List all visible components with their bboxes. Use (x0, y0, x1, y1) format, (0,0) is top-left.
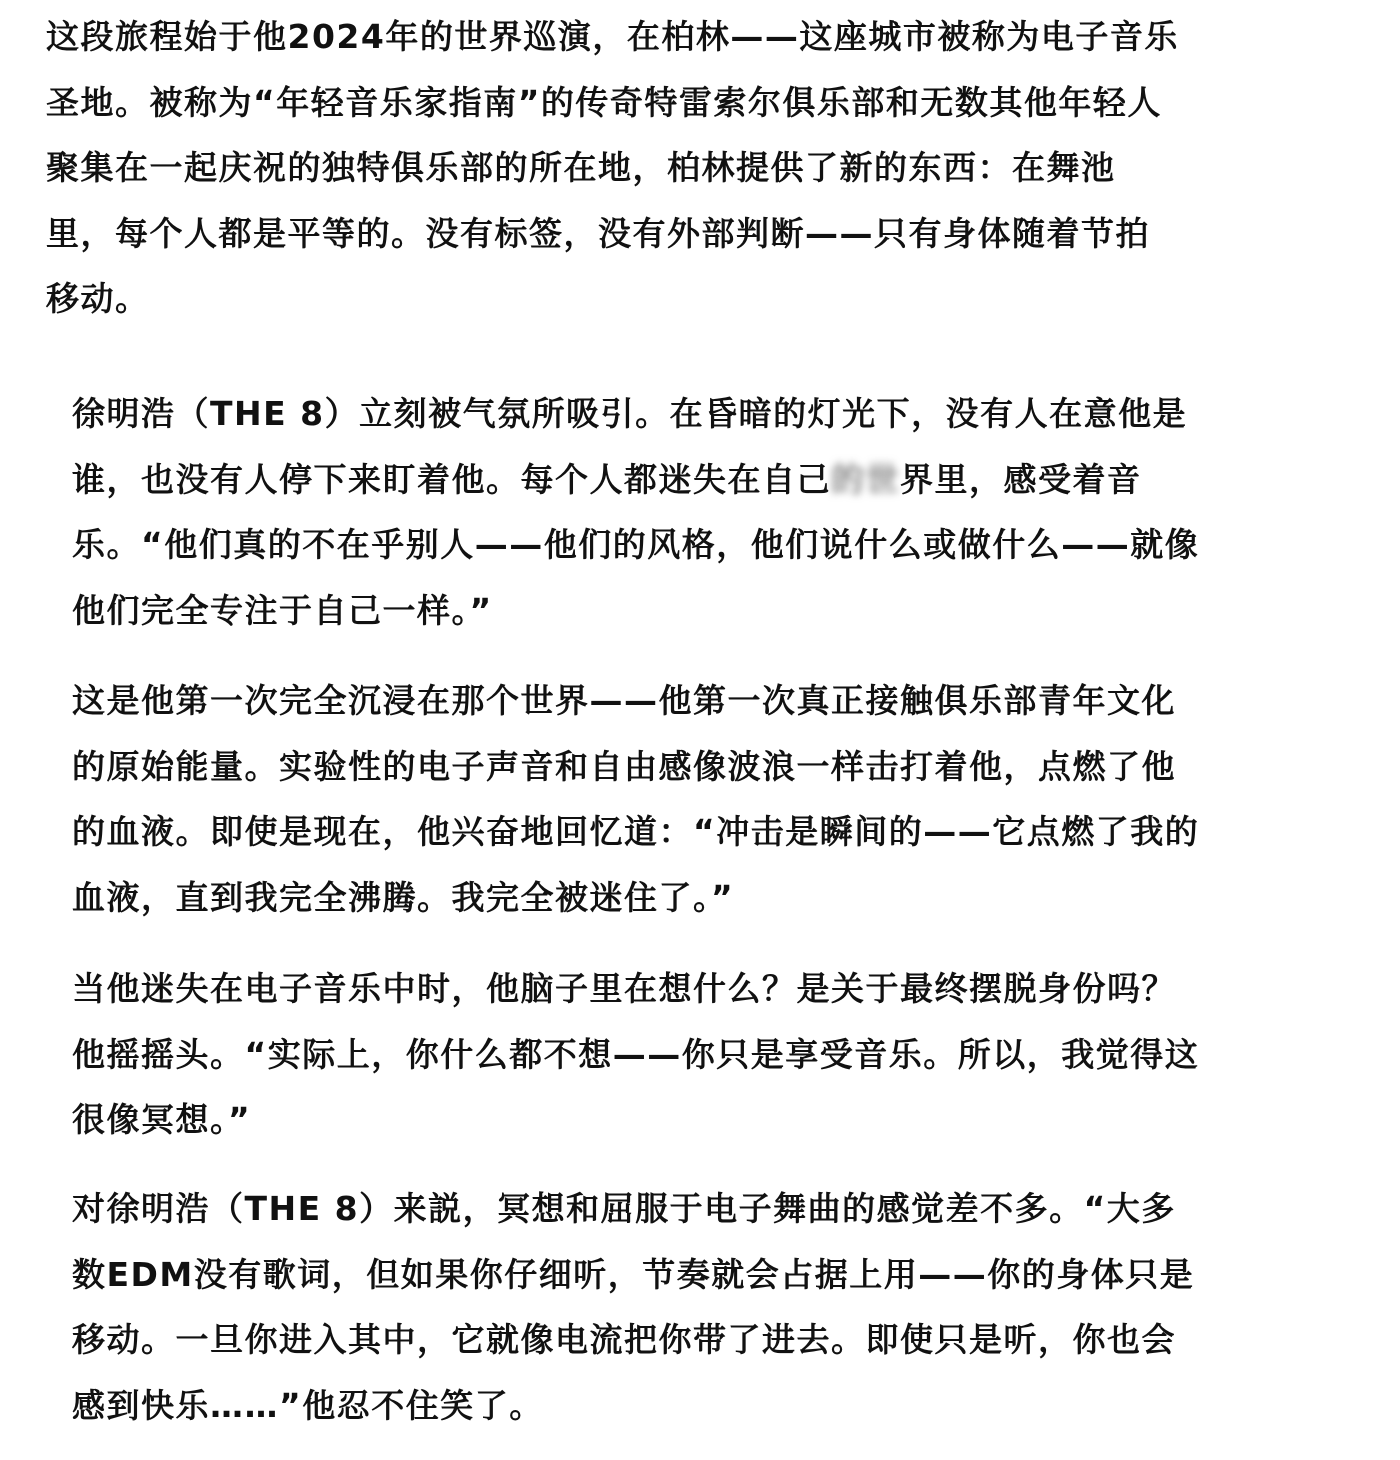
paragraph-5 (72, 1176, 1194, 1438)
text-line: 里，每个人都是平等的。没有标签，没有外部判断——只有身体随着节拍 (46, 213, 1150, 253)
text-segment: 界里，感受着音 (900, 459, 1142, 499)
text-line (72, 447, 1199, 513)
text-line: 很像冥想。” (72, 1100, 252, 1139)
text-line: 感到快乐……”他忍不住笑了。 (72, 1385, 544, 1425)
text-line: 移动。一旦你进入其中，它就像电流把你带了进去。即使只是听，你也会 (72, 1320, 1176, 1359)
text-line: 的血液。即使是现在，他兴奋地回忆道：“冲击是瞬间的——它点燃了我的 (72, 812, 1200, 851)
text-line: 乐。“他们真的不在乎别人——他们的风格，他们说什么或做什么——就像 (72, 525, 1200, 564)
text-line: 聚集在一起庆祝的独特俱乐部的所在地，柏林提供了新的东西：在舞池 (46, 148, 1116, 187)
text-segment: 谁，也没有人停下来盯着他。每个人都迷失在自己 (72, 459, 831, 499)
text-line: 对徐明浩（THE 8）来説，冥想和屈服于电子舞曲的感觉差不多。“大多 (72, 1189, 1176, 1228)
text-line: 移动。 (46, 279, 150, 318)
text-line: 的原始能量。实验性的电子声音和自由感像波浪一样击打着他，点燃了他 (72, 746, 1176, 786)
paragraph-4 (72, 956, 1199, 1153)
text-line: 这是他第一次完全沉浸在那个世界——他第一次真正接触俱乐部青年文化 (72, 681, 1176, 720)
paragraph-1 (46, 4, 1179, 332)
text-line: 他摇摇头。“实际上，你什么都不想——你只是享受音乐。所以，我觉得这 (72, 1034, 1200, 1074)
paragraph-3 (72, 668, 1199, 930)
obscured-text: 的世 (831, 459, 900, 499)
text-line: 徐明浩（THE 8）立刻被气氛所吸引。在昏暗的灯光下，没有人在意他是 (72, 394, 1188, 433)
text-line: 数EDM没有歌词，但如果你仔细听，节奏就会占据上用——你的身体只是 (72, 1254, 1195, 1294)
text-line: 当他迷失在电子音乐中时，他脑子里在想什么？是关于最终摆脱身份吗？ (72, 969, 1176, 1008)
text-line: 圣地。被称为“年轻音乐家指南”的传奇特雷索尔俱乐部和无数其他年轻人 (46, 82, 1162, 122)
text-line: 他们完全专注于自己一样。” (72, 590, 493, 630)
text-line: 这段旅程始于他2024年的世界巡演，在柏林——这座城市被称为电子音乐 (46, 17, 1179, 56)
paragraph-2 (72, 381, 1199, 643)
text-line: 血液，直到我完全沸腾。我完全被迷住了。” (72, 877, 735, 917)
